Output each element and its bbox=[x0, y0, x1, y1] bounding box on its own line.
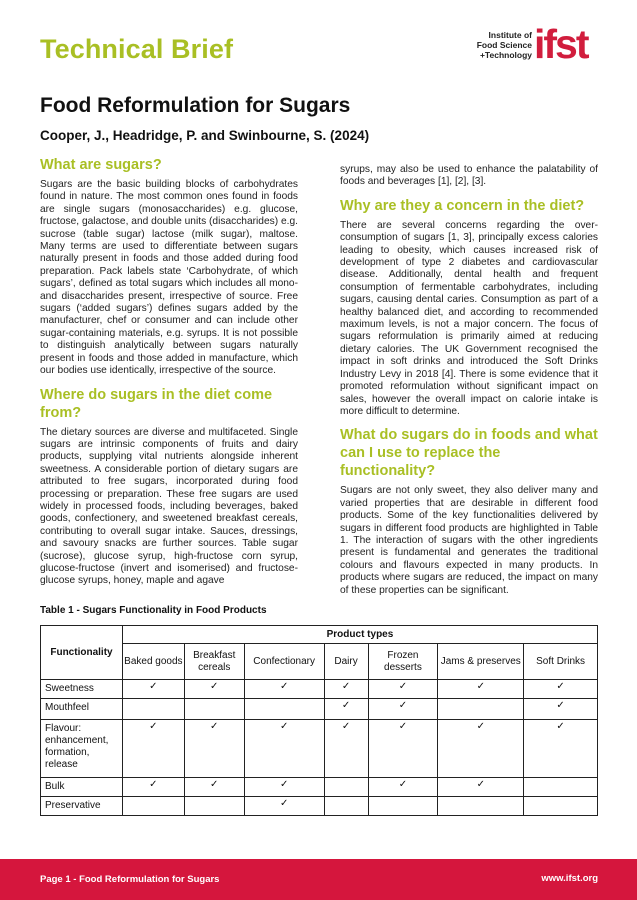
check-mark-icon: ✓ bbox=[368, 699, 438, 720]
empty-cell bbox=[324, 797, 368, 816]
section-body-concern: There are several concerns regarding the over-consumption of sugars [1, 3], principally excess calories leading to obesity, which causes increased risk of development of type 2 diabetes and cardiovascular disease. Additionally, dental health and frequent consumption of fermentable carbohydrates, including sugars, causing dental caries. Consumption as part of a healthy balanced diet, and according to recommended maximum levels, is not a major concern. The focus of sugars reformulation is primarily aimed at reducing dietary calories. The UK Government recognised the impact in soft drinks and introduced the Soft Drinks Industry Levy in 2018 [4]. There is some evidence that it promoted reformulation without significant impact on sales, however the overall impact on calorie intake is more difficult to determine. bbox=[340, 219, 598, 417]
check-mark-icon: ✓ bbox=[122, 680, 184, 699]
section-body-where-in-diet: The dietary sources are diverse and multifaceted. Single sugars are intrinsic components of fruits and dairy products, supplying vital nutrients alongside inherent sweetness. A considerable portion of dietary sugars are attributed to free sugars, incorporated during food processing or preparation. These free sugars are used widely in processed foods, including beverages, baked goods, confectionery, and sweetened breakfast cereals, contributing to overall sugar intake. Sauces, dressings, and savoury snacks are further sources. Table sugar (sucrose), glucose syrup, high-fructose corn syrup, glucose-fructose (invert and isomerised) and fructose-glucose syrups, honey, maple and agave bbox=[40, 426, 298, 587]
table-row bbox=[41, 720, 598, 778]
check-mark-icon: ✓ bbox=[244, 680, 324, 699]
logo-line-1: Institute of bbox=[488, 30, 532, 40]
section-body-what-are-sugars: Sugars are the basic building blocks of carbohydrates found in nature. The most common ones found in foods are single sugars (monosaccharides) e.g. glucose, fructose, galactose, and double units (disaccharides) e.g. sucrose (table sugar) lactose (milk sugar), maltose. Many terms are used to differentiate between sugars naturally present in foods and those added during food preparation. Pack labels state ‘Carbohydrate, of which sugars’, defined as total sugars which includes all mono- and disaccharides present, irrespective of source. Free sugars (‘added sugars’) defines sugars added by the manufacturer, chef or consumer and can include other sugar-containing materials, e.g. syrups. It is not possible to distinguish analytically between sugars naturally present in foods and those added in manufacture, which our bodies use identically, irrespective of the source. bbox=[40, 179, 298, 377]
check-mark-icon: ✓ bbox=[438, 720, 524, 778]
empty-cell bbox=[368, 797, 438, 816]
column-header: Soft Drinks bbox=[524, 644, 598, 680]
logo-line-2: Food Science bbox=[476, 40, 532, 50]
row-label: Flavour: enhancement, formation, release bbox=[41, 720, 123, 778]
row-label: Sweetness bbox=[41, 680, 123, 699]
check-mark-icon: ✓ bbox=[122, 720, 184, 778]
functionality-header: Functionality bbox=[41, 626, 123, 680]
empty-cell bbox=[122, 797, 184, 816]
logo-mark: ifst bbox=[534, 21, 588, 67]
empty-cell bbox=[122, 699, 184, 720]
empty-cell bbox=[324, 778, 368, 797]
check-mark-icon: ✓ bbox=[324, 699, 368, 720]
check-mark-icon: ✓ bbox=[244, 720, 324, 778]
empty-cell bbox=[184, 797, 244, 816]
column-header: Baked goods bbox=[122, 644, 184, 680]
section-heading-concern: Why are they a concern in the diet? bbox=[340, 197, 585, 214]
row-label: Bulk bbox=[41, 778, 123, 797]
check-mark-icon: ✓ bbox=[438, 680, 524, 699]
document-title: Food Reformulation for Sugars bbox=[40, 94, 351, 117]
column-header: Dairy bbox=[324, 644, 368, 680]
check-mark-icon: ✓ bbox=[368, 778, 438, 797]
table-caption: Table 1 - Sugars Functionality in Food Products bbox=[40, 605, 267, 616]
check-mark-icon: ✓ bbox=[324, 720, 368, 778]
check-mark-icon: ✓ bbox=[244, 797, 324, 816]
table-row bbox=[41, 797, 598, 816]
check-mark-icon: ✓ bbox=[524, 720, 598, 778]
footer-page-label: Page 1 - Food Reformulation for Sugars bbox=[40, 874, 220, 885]
check-mark-icon: ✓ bbox=[184, 680, 244, 699]
row-label: Mouthfeel bbox=[41, 699, 123, 720]
section-heading-what-are-sugars: What are sugars? bbox=[40, 157, 162, 173]
logo-wordmark bbox=[466, 30, 532, 60]
check-mark-icon: ✓ bbox=[184, 720, 244, 778]
table-row bbox=[41, 778, 598, 797]
section-body-where-in-diet-continued: syrups, may also be used to enhance the palatability of foods and beverages [1], [2], [3]. bbox=[340, 164, 598, 188]
check-mark-icon: ✓ bbox=[368, 680, 438, 699]
empty-cell bbox=[184, 699, 244, 720]
check-mark-icon: ✓ bbox=[438, 778, 524, 797]
check-mark-icon: ✓ bbox=[524, 699, 598, 720]
footer-website-link[interactable]: www.ifst.org bbox=[541, 873, 598, 884]
column-header: Jams & preserves bbox=[438, 644, 524, 680]
section-body-what-do-sugars-do: Sugars are not only sweet, they also deliver many and varied properties that are desirable in different food products. Some of the key functionalities delivered by sugars in different food products are highlighted in Table 1. The interaction of sugars with the other ingredients present is fundamental and generates the traditional colours and flavours expected in many products. In products where sugars are reduced, the impact on many of these properties can be significant. bbox=[340, 485, 598, 596]
empty-cell bbox=[524, 797, 598, 816]
empty-cell bbox=[244, 699, 324, 720]
empty-cell bbox=[438, 699, 524, 720]
empty-cell bbox=[438, 797, 524, 816]
column-header: Confectionary bbox=[244, 644, 324, 680]
row-label: Preservative bbox=[41, 797, 123, 816]
section-heading-where-in-diet: Where do sugars in the diet come from? bbox=[40, 386, 273, 421]
check-mark-icon: ✓ bbox=[524, 680, 598, 699]
functionality-table bbox=[40, 625, 598, 816]
check-mark-icon: ✓ bbox=[122, 778, 184, 797]
check-mark-icon: ✓ bbox=[368, 720, 438, 778]
document-authors: Cooper, J., Headridge, P. and Swinbourne, S. (2024) bbox=[40, 128, 370, 143]
right-column bbox=[340, 164, 598, 597]
logo-line-3: +Technology bbox=[479, 50, 532, 60]
left-column bbox=[40, 156, 298, 588]
ifst-logo bbox=[466, 21, 600, 68]
table-row bbox=[41, 680, 598, 699]
brief-label: Technical Brief bbox=[40, 34, 234, 64]
empty-cell bbox=[524, 778, 598, 797]
check-mark-icon: ✓ bbox=[244, 778, 324, 797]
check-mark-icon: ✓ bbox=[324, 680, 368, 699]
product-types-header: Product types bbox=[122, 626, 597, 644]
table-row bbox=[41, 699, 598, 720]
section-heading-what-do-sugars-do: What do sugars do in foods and what can I use to replace the functionality? bbox=[340, 427, 598, 480]
page-footer bbox=[0, 859, 637, 900]
column-header: Frozen desserts bbox=[368, 644, 438, 680]
check-mark-icon: ✓ bbox=[184, 778, 244, 797]
column-header: Breakfast cereals bbox=[184, 644, 244, 680]
